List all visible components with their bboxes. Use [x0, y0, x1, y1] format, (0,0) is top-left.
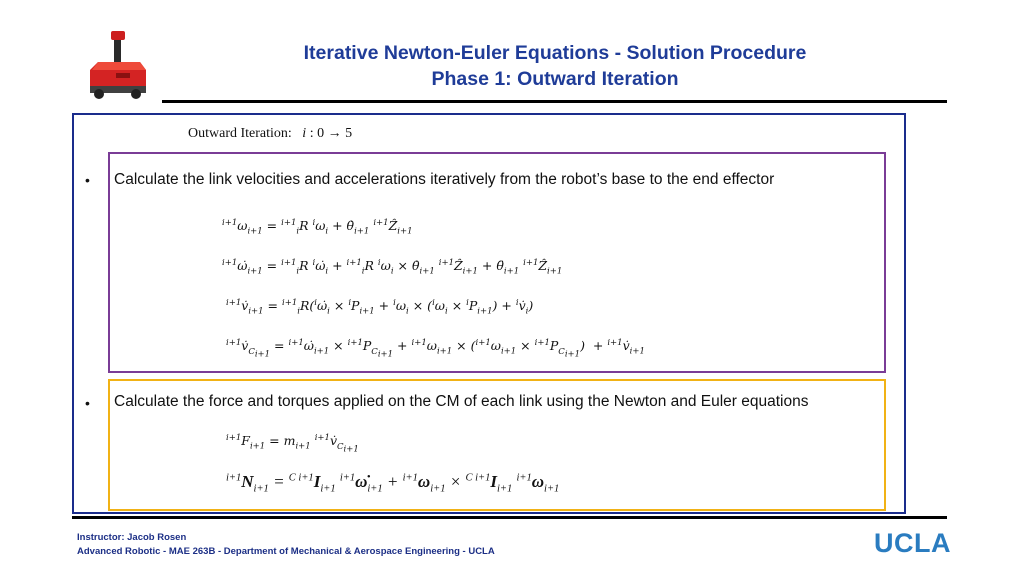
equation-linear-acceleration: $^{i+1}v̇_{i+1}$ = $^{i+1}_iR(^i\omegȧ_i \times ^iP_{i+1} + ^i\omega_i \times (^i\omega_i \times ^iP_{i+1})$ + $^iv̇_i$) [226, 298, 534, 317]
bullet-2: • [85, 395, 90, 411]
title-divider [162, 100, 947, 103]
page-subtitle: Phase 1: Outward Iteration [431, 68, 679, 90]
outward-index: i [302, 126, 307, 141]
equation-euler-torque: $^{i+1}N_{i+1} = ^{C i+1}I_{i+1}$ $^{i+1}\omegȧ_{i+1} + ^{i+1}\omega_{i+1} \times ^{C i+1}I_{i+1}$ $^{i+1}\omega_{i+1}$ [226, 472, 560, 495]
ucla-logo: UCLA [874, 528, 951, 558]
page-title: Iterative Newton-Euler Equations - Solution Procedure [303, 42, 807, 64]
footer-instructor: Instructor: Jacob Rosen [77, 532, 187, 543]
equation-newton-force: $^{i+1}F_{i+1} = m_{i+1}$ $^{i+1}v̇_{C_{i+1}}$ [226, 433, 359, 455]
equation-angular-velocity: $^{i+1}\omega_{i+1} = ^{i+1}_iR$ $^i\omega_i$ + $\thetȧ_{i+1}$ $^{i+1}$Ẑ$_{i+1}$ [222, 218, 413, 237]
robot-illustration [86, 30, 148, 102]
outward-iteration-label [188, 126, 352, 142]
equation-angular-acceleration: $^{i+1}\omegȧ_{i+1} = ^{i+1}_iR$ $^i\omegȧ_i + ^{i+1}_iR$ $^i\omega_i$ × $\thetȧ_{i+1}$ $^{i+1}$Ẑ$_{i+1}$ + $\thetä_{i+1}$ $^{i+1}$Ẑ$_{i+1}$ [222, 258, 563, 277]
outward-range: : 0 → 5 [309, 126, 353, 141]
equation-cm-acceleration: $^{i+1}v̇_{C_{i+1}}$ = $^{i+1}\omegȧ_{i+1} \times ^{i+1}P_{C_{i+1}} + ^{i+1}\omega_{i+1} \times (^{i+1}\omega_{i+1} \times ^{i+1}P_{C_{i+1}})$ + $^{i+1}v̇_{i+1}$ [226, 338, 645, 360]
section2-text: Calculate the force and torques applied on the CM of each link using the Newton and Euler equations [114, 393, 809, 410]
footer-course: Advanced Robotic - MAE 263B - Department of Mechanical & Aerospace Engineering - UCLA [77, 546, 495, 557]
section1-text: Calculate the link velocities and accelerations iteratively from the robot’s base to the end effector [114, 171, 775, 188]
outward-label-text: Outward Iteration: [188, 126, 292, 141]
footer-divider [72, 516, 947, 519]
bullet-1: • [85, 172, 90, 188]
